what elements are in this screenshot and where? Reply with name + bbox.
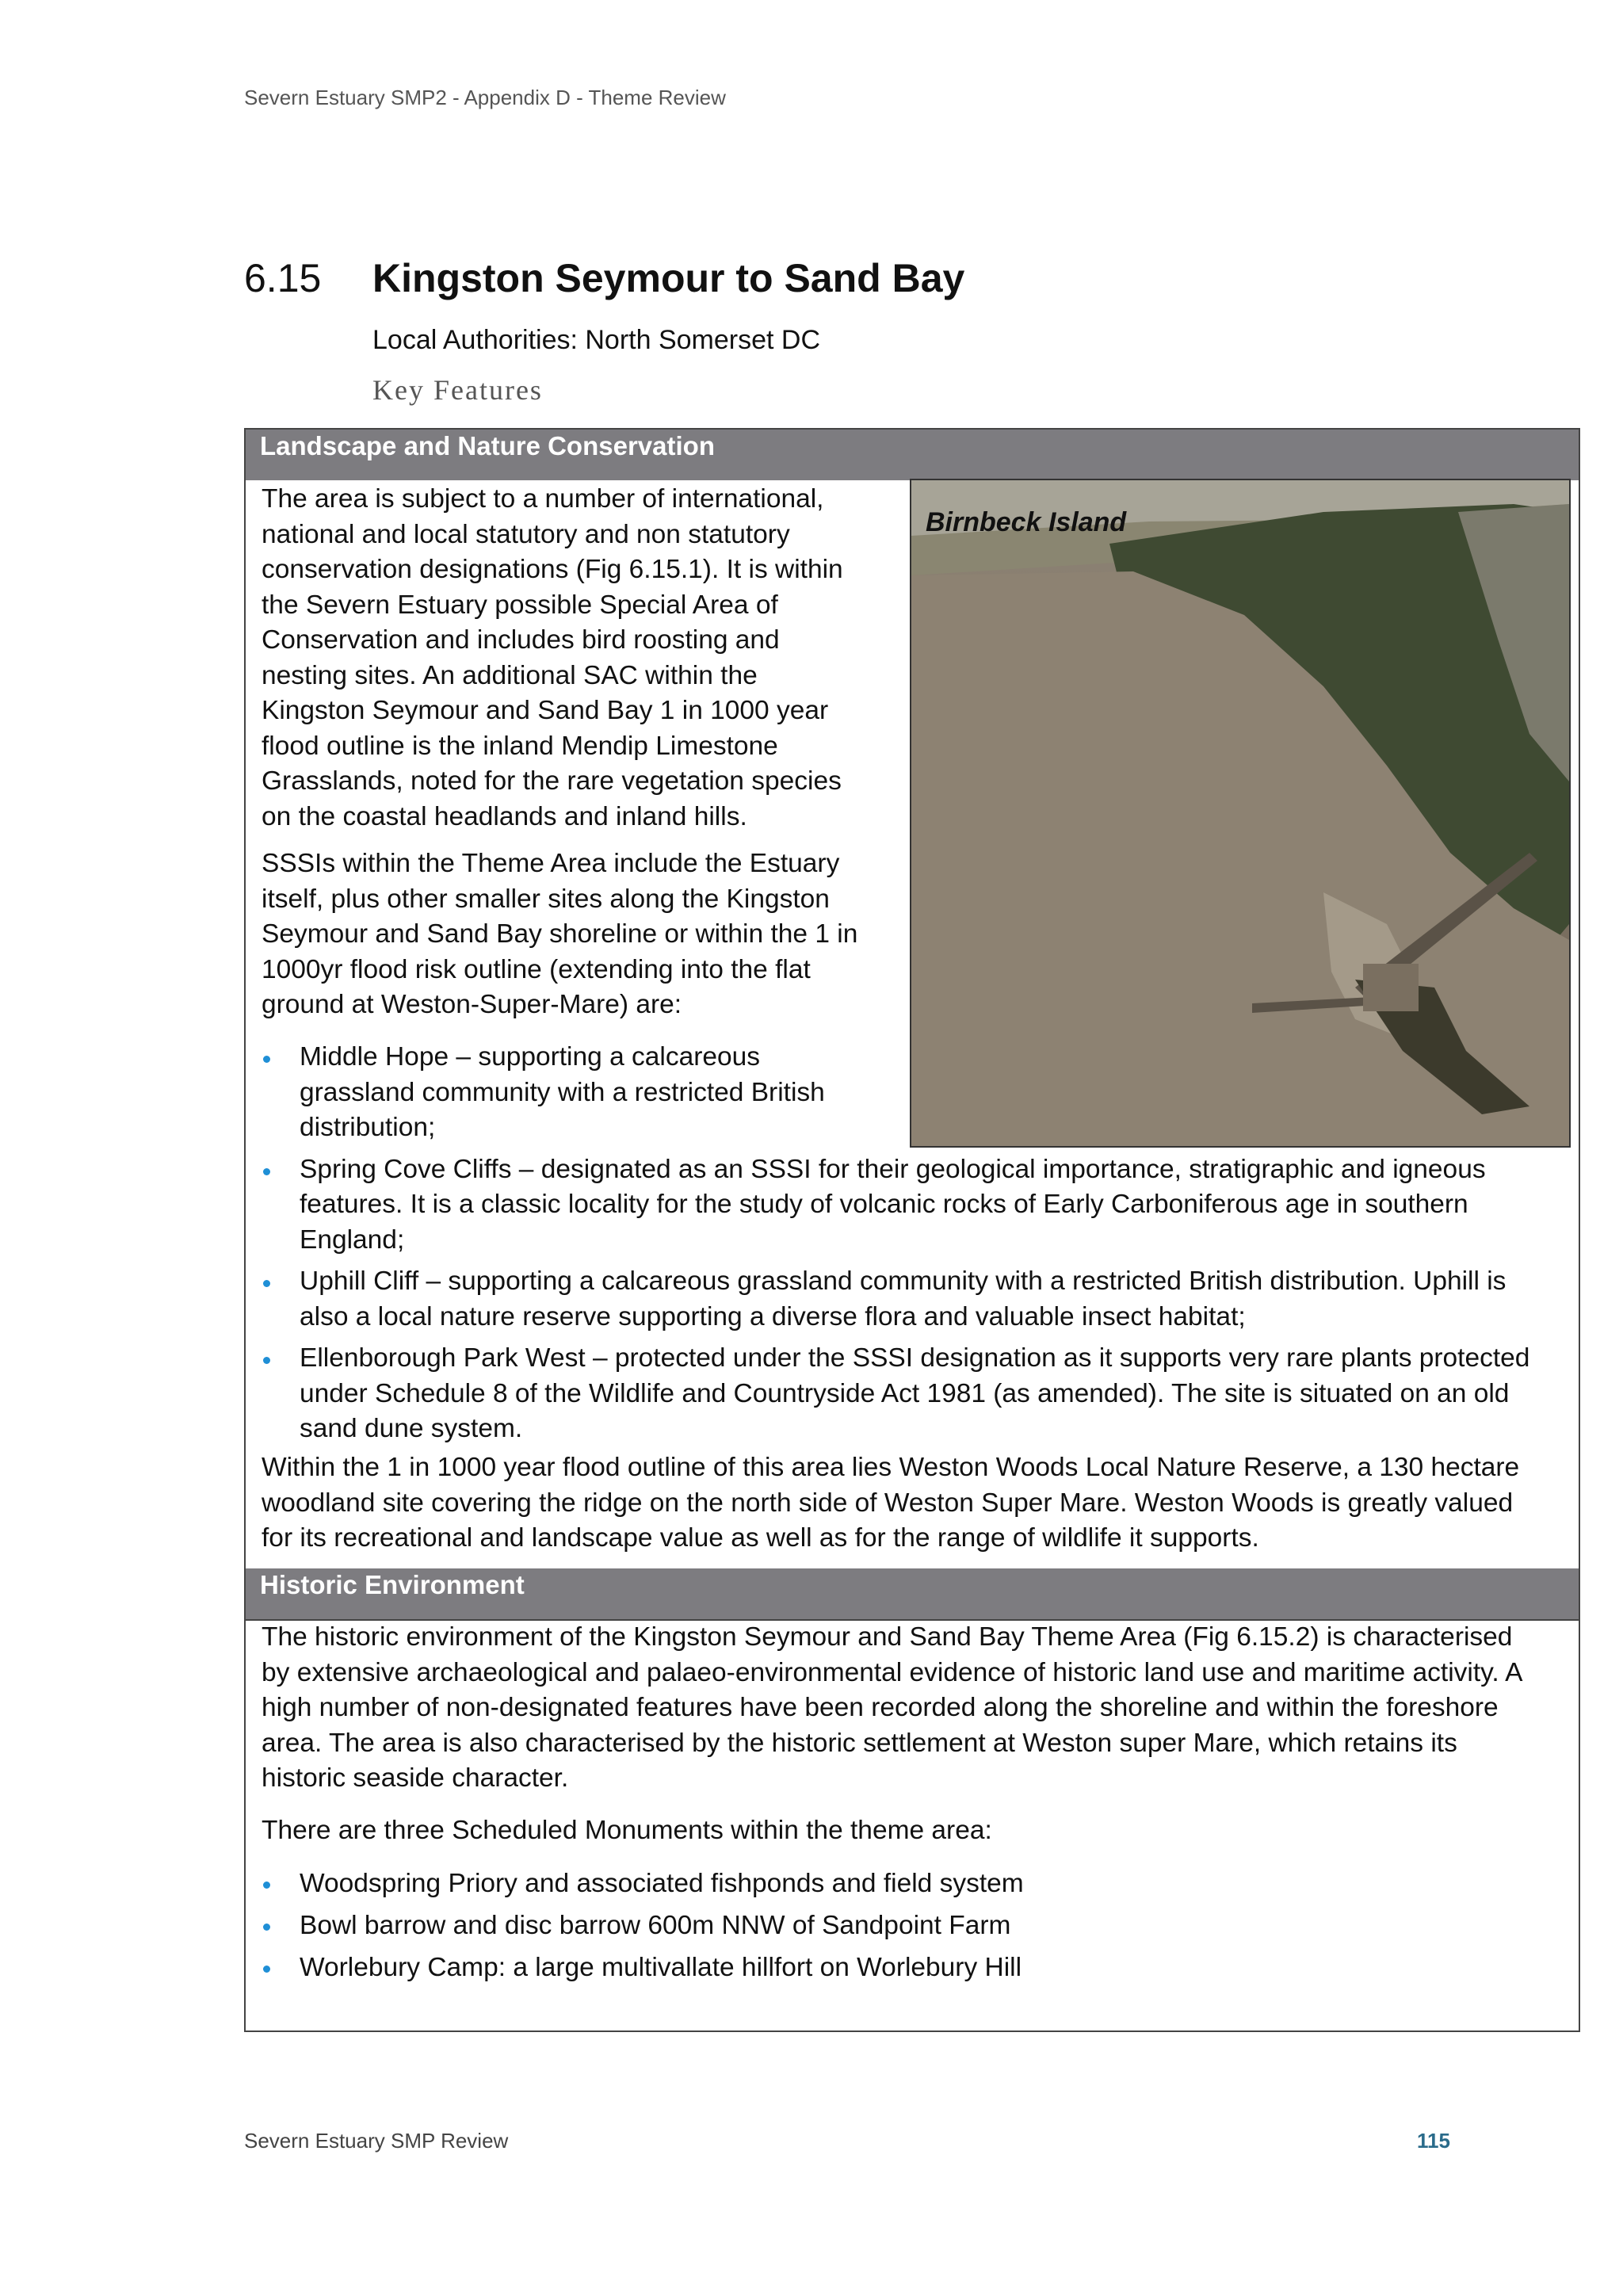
running-footer: Severn Estuary SMP Review	[244, 2129, 509, 2153]
text-line: SSSIs within the Theme Area include the Estuary	[262, 849, 840, 878]
bullet-icon	[263, 1168, 270, 1175]
section-title	[244, 252, 964, 304]
text-line: Kingston Seymour and Sand Bay 1 in 1000 year	[262, 696, 829, 725]
text-line: Within the 1 in 1000 year flood outline of this area lies Weston Woods Local Nature Reserve, a 130 hectare	[262, 1453, 1520, 1482]
text-line: 1000yr flood risk outline (extending into the flat	[262, 954, 811, 984]
text-line: on the coastal headlands and inland hills.	[262, 801, 747, 831]
text-line: by extensive archaeological and palaeo-environmental evidence of historic land use and maritime activity. A	[262, 1657, 1523, 1687]
text-line: features. It is a classic locality for the study of volcanic rocks of Early Carboniferous age in southern	[300, 1190, 1468, 1219]
local-authorities: Local Authorities: North Somerset DC	[372, 325, 821, 355]
photo-label: Birnbeck Island	[926, 507, 1127, 537]
list-item	[262, 1862, 1024, 1904]
text-line: for its recreational and landscape value as well as for the range of wildlife it supports.	[262, 1523, 1259, 1553]
list-item	[262, 1946, 1024, 1988]
text-line: high number of non-designated features have been recorded along the shoreline and within the foreshore	[262, 1693, 1499, 1722]
monument-list	[262, 1862, 1024, 1988]
text-line: ground at Weston-Super-Mare) are:	[262, 990, 682, 1019]
bullet-icon	[263, 1357, 270, 1364]
text-line: itself, plus other smaller sites along the Kingston	[262, 884, 830, 914]
landscape-paragraph-3	[262, 1450, 1519, 1557]
text-line: under Schedule 8 of the Wildlife and Countryside Act 1981 (as amended). The site is situated on an old	[300, 1378, 1510, 1408]
list-item	[262, 1264, 1529, 1335]
text-line: the Severn Estuary possible Special Area of	[262, 590, 778, 620]
text-line: distribution;	[300, 1113, 436, 1142]
text-line: Uphill Cliff – supporting a calcareous grassland community with a restricted British distribution. Uphill is	[300, 1266, 1507, 1296]
monument-name: Worlebury Camp: a large multivallate hillfort on Worlebury Hill	[300, 1953, 1022, 1982]
text-line: sand dune system.	[300, 1414, 523, 1443]
landscape-paragraph-1	[262, 482, 843, 835]
section-number: 6.15	[244, 256, 322, 300]
text-line: flood outline is the inland Mendip Limestone	[262, 731, 778, 761]
text-line: Grasslands, noted for the rare vegetation species	[262, 766, 842, 796]
text-line: woodland site covering the ridge on the north side of Weston Super Mare. Weston Woods is greatly valued	[262, 1488, 1514, 1518]
bullet-icon	[263, 1056, 270, 1063]
text-line: national and local statutory and non statutory	[262, 519, 790, 549]
text-line: The area is subject to a number of international,	[262, 484, 824, 514]
list-item	[262, 1040, 1529, 1146]
running-header: Severn Estuary SMP2 - Appendix D - Theme Review	[244, 86, 726, 109]
text-line: The historic environment of the Kingston Seymour and Sand Bay Theme Area (Fig 6.15.2) is characterised	[262, 1622, 1513, 1652]
text-line: nesting sites. An additional SAC within the	[262, 660, 758, 690]
bullet-icon	[263, 1966, 270, 1973]
landscape-heading: Landscape and Nature Conservation	[246, 430, 1579, 480]
list-item	[262, 1904, 1024, 1946]
text-line: England;	[300, 1224, 405, 1255]
text-line: conservation designations (Fig 6.15.1). It is within	[262, 555, 843, 584]
landscape-paragraph-2	[262, 846, 857, 1023]
monument-name: Woodspring Priory and associated fishponds and field system	[300, 1869, 1024, 1898]
bullet-icon	[263, 1924, 270, 1931]
key-features-box	[244, 428, 1580, 2032]
text-line: Spring Cove Cliffs – designated as an SSSI for their geological importance, stratigraphic and igneous	[300, 1154, 1486, 1184]
page-number: 115	[1417, 2129, 1450, 2153]
historic-paragraph-2: There are three Scheduled Monuments within the theme area:	[262, 1816, 992, 1845]
monument-name: Bowl barrow and disc barrow 600m NNW of Sandpoint Farm	[300, 1911, 1011, 1940]
bullet-icon	[263, 1280, 270, 1287]
sssi-list	[262, 1040, 1529, 1447]
text-line: area. The area is also characterised by the historic settlement at Weston super Mare, which retains its	[262, 1728, 1457, 1758]
historic-paragraph-1	[262, 1620, 1523, 1797]
text-line: historic seaside character.	[262, 1763, 569, 1793]
text-line: Seymour and Sand Bay shoreline or within the 1 in	[262, 919, 858, 949]
text-line: grassland community with a restricted British	[300, 1077, 825, 1107]
key-features-label: Key Features	[372, 374, 543, 406]
list-item	[262, 1341, 1529, 1447]
section-heading: Kingston Seymour to Sand Bay	[372, 256, 965, 300]
historic-heading: Historic Environment	[246, 1568, 1579, 1621]
text-line: Middle Hope – supporting a calcareous	[300, 1042, 761, 1072]
list-item	[262, 1152, 1529, 1259]
bullet-icon	[263, 1881, 270, 1889]
text-line: Ellenborough Park West – protected under the SSSI designation as it supports very rare plants protected	[300, 1343, 1530, 1373]
text-line: Conservation and includes bird roosting and	[262, 625, 780, 655]
text-line: also a local nature reserve supporting a diverse flora and valuable insect habitat;	[300, 1301, 1246, 1331]
